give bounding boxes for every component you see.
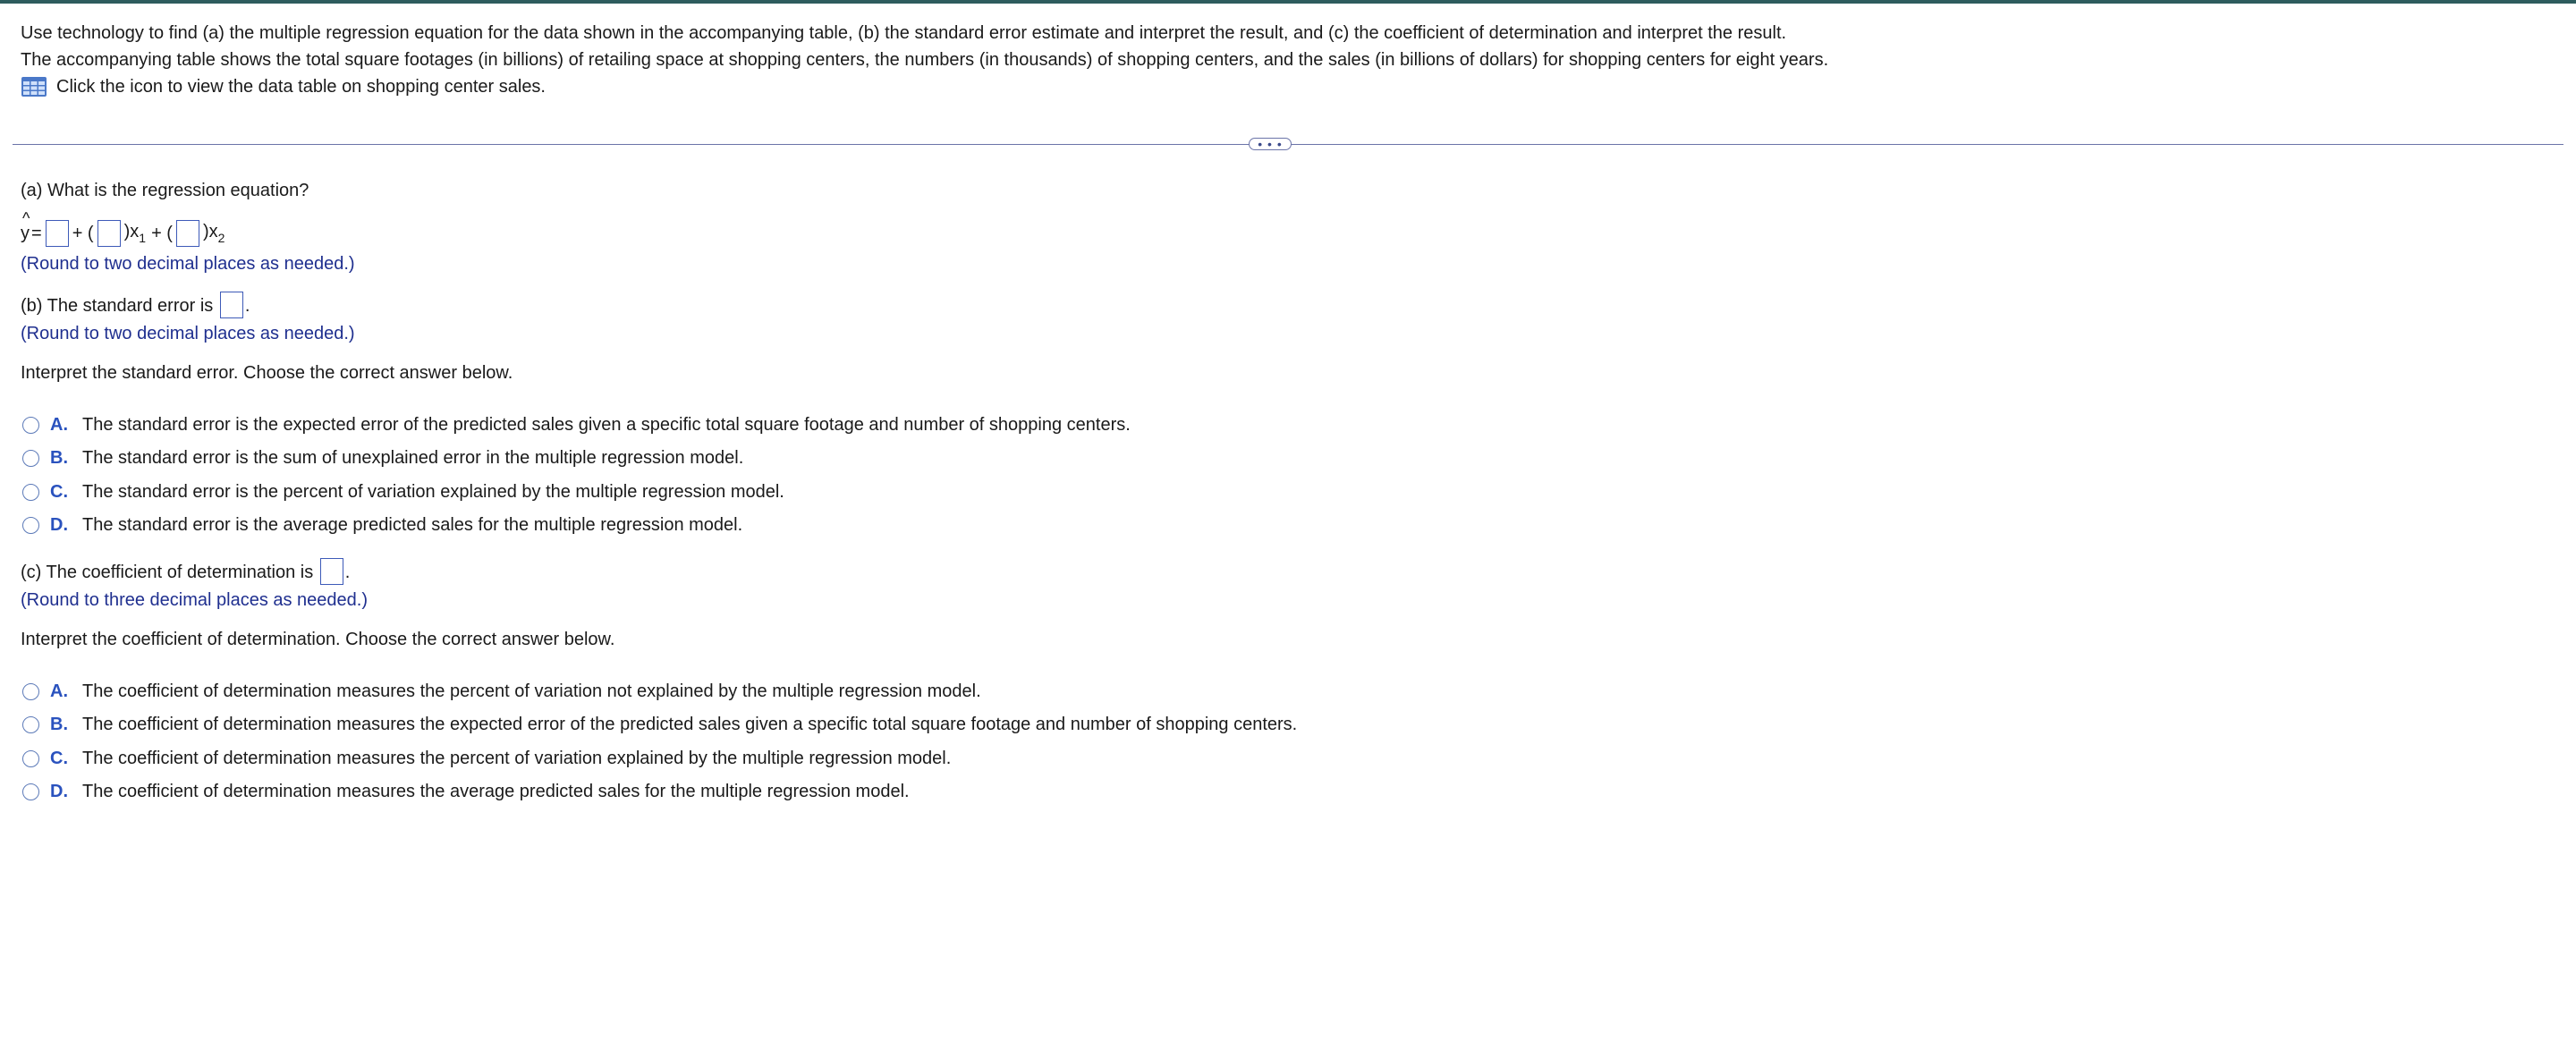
- radio-button-icon[interactable]: [22, 450, 39, 467]
- close-x2: [203, 222, 225, 245]
- coefficient-x1-input[interactable]: [97, 220, 121, 247]
- standard-error-input[interactable]: [220, 292, 243, 318]
- part-b-hint: (Round to two decimal places as needed.): [21, 324, 355, 343]
- option-letter: C.: [50, 749, 68, 768]
- part-b-interpret: Interpret the standard error. Choose the correct answer below.: [21, 363, 513, 383]
- option-letter: A.: [50, 681, 68, 701]
- x1-label: )x: [123, 222, 140, 241]
- x2-label: )x: [202, 222, 218, 241]
- option-letter: D.: [50, 782, 68, 801]
- plus-open-1: + (: [72, 223, 94, 243]
- close-x1: [124, 222, 146, 245]
- option-letter: B.: [50, 448, 68, 468]
- determination-option-b[interactable]: [22, 715, 1297, 735]
- determination-option-c[interactable]: [22, 749, 951, 769]
- table-grid-icon[interactable]: [21, 76, 47, 97]
- part-b-period: .: [244, 296, 250, 316]
- std-error-option-b[interactable]: [22, 448, 743, 469]
- option-text[interactable]: The coefficient of determination measures the percent of variation explained by the multiple regression model.: [82, 749, 952, 768]
- std-error-option-d[interactable]: [22, 515, 742, 536]
- option-letter: A.: [50, 415, 68, 435]
- intro-line-1: Use technology to find (a) the multiple regression equation for the data shown in the accompanying table, (b) the standard error estimate and interpret the result, and (c) the coefficient of determination and interpret the result.: [21, 23, 1787, 43]
- equals-sign: =: [31, 223, 42, 243]
- option-letter: C.: [50, 482, 68, 502]
- option-text[interactable]: The coefficient of determination measures the percent of variation not explained by the multiple regression model.: [82, 681, 981, 701]
- part-c-hint: (Round to three decimal places as needed.): [21, 590, 369, 610]
- option-text[interactable]: The coefficient of determination measures the expected error of the predicted sales given a specific total square footage and number of shopping centers.: [82, 715, 1298, 734]
- option-letter: B.: [50, 715, 68, 734]
- part-c-question: (c) The coefficient of determination is: [21, 563, 314, 582]
- option-text[interactable]: The standard error is the expected error of the predicted sales given a specific total square footage and number of shopping centers.: [82, 415, 1131, 435]
- option-text[interactable]: The coefficient of determination measures the average predicted sales for the multiple regression model.: [82, 782, 910, 801]
- determination-option-a[interactable]: [22, 681, 981, 702]
- part-a-hint: (Round to two decimal places as needed.): [21, 254, 355, 274]
- radio-button-icon[interactable]: [22, 484, 39, 501]
- top-accent-bar: [0, 0, 2576, 4]
- radio-button-icon[interactable]: [22, 750, 39, 767]
- part-a-question: (a) What is the regression equation?: [21, 181, 309, 200]
- data-table-link[interactable]: [21, 73, 1828, 100]
- radio-button-icon[interactable]: [22, 683, 39, 700]
- question-intro: [21, 20, 1828, 100]
- part-b-question-line: [21, 292, 250, 318]
- std-error-option-c[interactable]: [22, 482, 784, 503]
- x1-subscript: 1: [139, 231, 147, 245]
- expand-more-button[interactable]: • • •: [1249, 138, 1292, 150]
- part-c-period: .: [344, 563, 351, 582]
- part-c-question-line: [21, 558, 350, 585]
- coefficient-of-determination-input[interactable]: [320, 558, 343, 585]
- radio-button-icon[interactable]: [22, 783, 39, 800]
- x2-subscript: 2: [217, 231, 225, 245]
- intercept-input[interactable]: [46, 220, 69, 247]
- intro-line-2: The accompanying table shows the total square footages (in billions) of retailing space at shopping centers, the numbers (in thousands) of shopping centers, and the sales (in billions of dollars) for shopping centers for eight years.: [21, 50, 1829, 70]
- radio-button-icon[interactable]: [22, 517, 39, 534]
- y-letter: y: [21, 223, 30, 243]
- plus-open-2: + (: [151, 223, 173, 243]
- std-error-option-a[interactable]: [22, 415, 1131, 436]
- radio-button-icon[interactable]: [22, 417, 39, 434]
- radio-button-icon[interactable]: [22, 716, 39, 733]
- part-c-interpret: Interpret the coefficient of determination. Choose the correct answer below.: [21, 630, 615, 649]
- option-text[interactable]: The standard error is the sum of unexplained error in the multiple regression model.: [82, 448, 744, 468]
- option-text[interactable]: The standard error is the percent of variation explained by the multiple regression model.: [82, 482, 784, 502]
- part-b-question: (b) The standard error is: [21, 296, 214, 316]
- option-text[interactable]: The standard error is the average predicted sales for the multiple regression model.: [82, 515, 743, 535]
- determination-option-d[interactable]: [22, 782, 910, 802]
- regression-equation: [21, 208, 225, 247]
- coefficient-x2-input[interactable]: [176, 220, 199, 247]
- option-letter: D.: [50, 515, 68, 535]
- data-table-link-text[interactable]: Click the icon to view the data table on shopping center sales.: [56, 77, 546, 97]
- hat-accent: ^: [22, 208, 30, 227]
- y-hat-symbol: [21, 208, 30, 244]
